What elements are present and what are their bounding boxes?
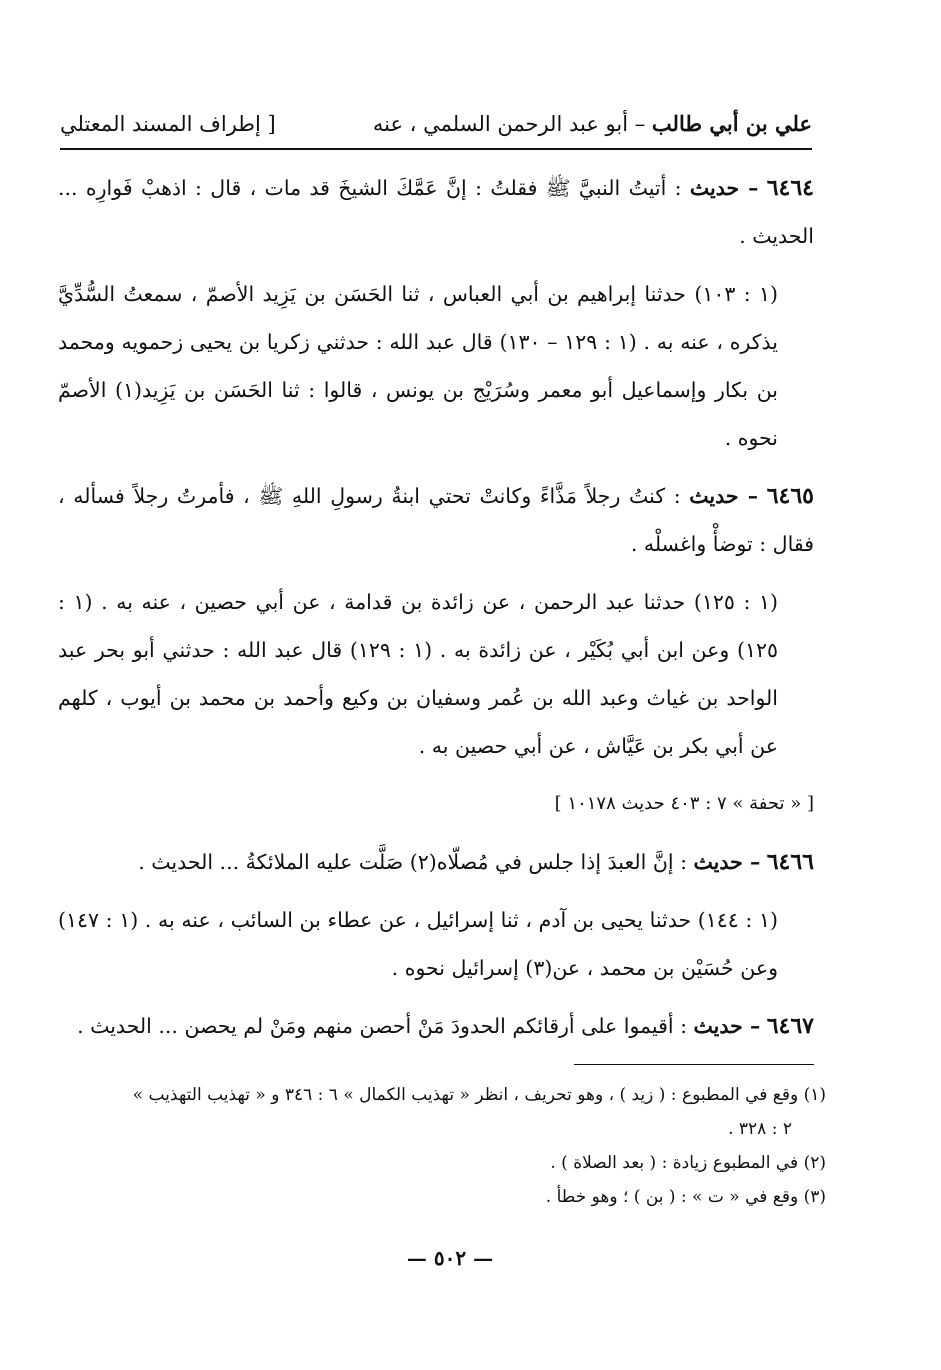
hadith-text: : أقيموا على أرقائكم الحدودَ مَنْ أحصن منهم ومَنْ لم يحصن ... الحديث . xyxy=(77,1014,688,1038)
header-right xyxy=(373,111,812,136)
hadith-label: – حديث xyxy=(689,484,759,508)
footnote xyxy=(58,1146,826,1180)
hadith-number: ٦٤٦٥ xyxy=(766,483,814,509)
page-number: — ٥٠٢ — xyxy=(406,1246,494,1270)
main-text xyxy=(58,164,814,1050)
hadith-number: ٦٤٦٦ xyxy=(766,849,814,875)
hadith-label: – حديث xyxy=(693,1014,761,1038)
hadith-sources: (١ : ١٤٤) حدثنا يحيى بن آدم ، ثنا إسرائيل ، عن عطاء بن السائب ، عنه به . (١ : ١٤٧) وعن حُسَيْن بن محمد ، عن(٣) إسرائيل نحوه . xyxy=(58,908,778,980)
footnote-continuation: ٢ : ٣٢٨ . xyxy=(728,1119,792,1139)
hadith-number: ٦٤٦٧ xyxy=(766,1013,814,1039)
header-title: علي بن أبي طالب xyxy=(651,111,812,136)
hadith-text: : أتيتُ النبيَّ ﷺ فقلتُ : إنَّ عَمَّكَ الشيخَ قد مات ، قال : اذهبْ فَوارِه ... الحديث . xyxy=(58,176,814,248)
hadith-text: : كنتُ رجلاً مَذَّاءً وكانتْ تحتي ابنةُ رسولِ اللهِ ﷺ ، فأمرتُ رجلاً فسأله ، فقال : توضأْ واغسلْه . xyxy=(58,484,814,556)
footnote xyxy=(58,1078,826,1112)
header-divider xyxy=(60,148,812,150)
footnote-text: وقع في المطبوع : ( زيد ) ، وهو تحريف ، انظر « تهذيب الكمال » ٦ : ٣٤٦ و « تهذيب التهذيب » xyxy=(132,1085,799,1105)
footnote xyxy=(58,1180,826,1214)
footnote-marker: (١) xyxy=(803,1085,826,1105)
hadith-entry xyxy=(58,164,814,260)
hadith-label: – حديث xyxy=(689,176,759,200)
header-subtitle: – أبو عبد الرحمن السلمي ، عنه xyxy=(372,112,646,136)
footnotes xyxy=(58,1078,826,1214)
header-book-title: [ إطراف المسند المعتلي xyxy=(60,112,276,136)
hadith-entry xyxy=(58,838,814,886)
hadith-number: ٦٤٦٤ xyxy=(766,175,814,201)
footnote-text: في المطبوع زيادة : ( بعد الصلاة ) . xyxy=(550,1153,799,1173)
hadith-sources: (١ : ١٠٣) حدثنا إبراهيم بن أبي العباس ، ثنا الحَسَن بن يَزِيد الأصمّ ، سمعتُ السُّدِّيَّ يذكره ، عنه به . (١ : ١٢٩ – ١٣٠) قال عبد الله : حدثني زكريا بن يحيى زحمويه ومحمد بن بكار وإسماعيل أبو معمر وسُرَيْج بن يونس ، قالوا : ثنا الحَسَن بن يَزِيد(١) الأصمّ نحوه . xyxy=(58,282,779,450)
footnote-divider xyxy=(574,1064,814,1065)
hadith-sources: (١ : ١٢٥) حدثنا عبد الرحمن ، عن زائدة بن قدامة ، عن أبي حصين ، عنه به . (١ : ١٢٥) وعن ابن أبي بُكَيْر ، عن زائدة به . (١ : ١٢٩) قال عبد الله : حدثني أبو بحر عبد الواحد بن غياث وعبد الله بن عُمر وسفيان بن وكيع وأحمد بن محمد بن أيوب ، كلهم عن أبي بكر بن عَيَّاش ، عن أبي حصين به . xyxy=(58,590,778,758)
footnote-text: وقع في « ت » : ( بن ) ؛ وهو خطأ . xyxy=(545,1187,799,1207)
hadith-text: : إنَّ العبدَ إذا جلس في مُصلّاه(٢) صَلَّت عليه الملائكةُ ... الحديث . xyxy=(138,850,688,874)
tuhfa-reference: [ « تحفة » ٧ : ٤٠٣ حديث ١٠١٧٨ ] xyxy=(554,793,814,814)
hadith-entry xyxy=(58,472,814,568)
footnote-marker: (٢) xyxy=(803,1153,826,1173)
running-header xyxy=(60,92,812,136)
hadith-entry xyxy=(58,1002,814,1050)
footnote-marker: (٣) xyxy=(803,1187,826,1207)
hadith-label: – حديث xyxy=(693,850,761,874)
